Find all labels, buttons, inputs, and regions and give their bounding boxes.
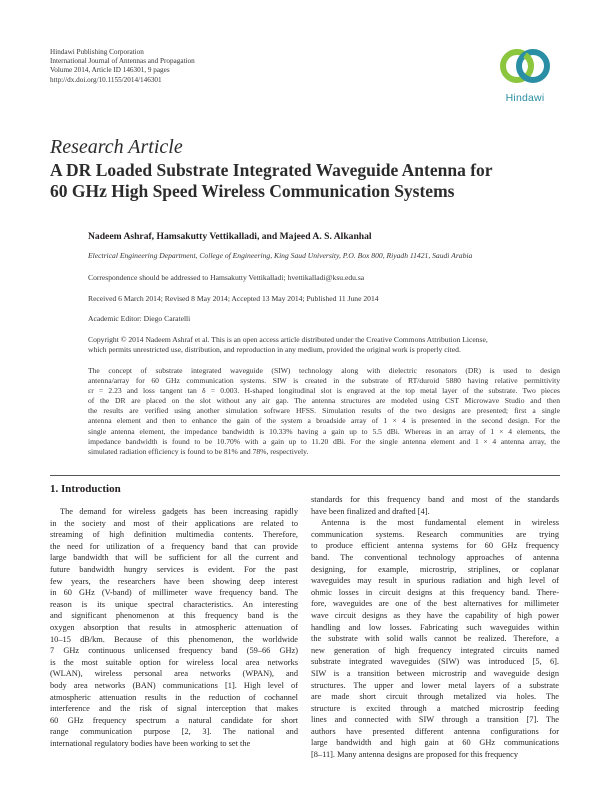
article-type: Research Article [50, 136, 183, 158]
body-text-line: reason is its unique spectral characteristics. An interesting [50, 599, 298, 609]
affiliation-text: Electrical Engineering Department, College of Engineering, King Saud University, P.O. Box 800, Riyadh 11421, Saudi Arabia [88, 251, 473, 260]
correspondence [88, 273, 560, 283]
body-text-line: handling and low losses. Fabricating such waveguides within [311, 622, 559, 632]
body-text-line: band. The conventional technology approaches of antenna [311, 552, 559, 562]
body-text-line: are made short circuit through metalized via holes. The [311, 692, 559, 702]
title-line: A DR Loaded Substrate Integrated Waveguide Antenna for [50, 160, 493, 180]
body-text-line: lines and connected with SIW through a transition [7]. The [311, 715, 559, 725]
academic-editor [88, 314, 560, 324]
abstract-line: the results are verified using another simulation software HFSS. Simulation results of the two designs are presented; first a single [88, 406, 560, 416]
author-list: Nadeem Ashraf, Hamsakutty Vettikalladi, and Majeed A. S. Alkanhal [88, 231, 372, 242]
body-text-line: is the most suitable option for wireless local area networks [50, 657, 298, 667]
abstract-line: single antenna element, the impedance bandwidth is 10.33% having a gain up to 5.5 dBi. Whereas in an array of 1 × 4 elements, the [88, 426, 560, 436]
abstract-line: simulated radiation efficiency is found to be 81% and 78%, respectively. [88, 446, 309, 456]
body-text-line: large bandwidth that will be sufficient for all the current and [50, 553, 298, 563]
abstract-line: εr = 2.23 and loss tangent tan δ = 0.003. H-shaped longitudinal slot is engraved at the top metal layer of the substrate. Two pieces [88, 386, 560, 396]
abstract-line: The concept of substrate integrated waveguide (SIW) technology along with dielectric resonators (DR) is used to design [88, 366, 560, 375]
body-text-line: oxygen absorption that results in atmospheric attenuation of [50, 622, 298, 632]
body-text-line: 7 GHz continuous unlicensed frequency band (59–66 GHz) [50, 646, 298, 656]
title-line: 60 GHz High Speed Wireless Communication Systems [50, 181, 455, 201]
body-text-line: communication systems. Research communities are trying [311, 529, 559, 539]
abstract-line: impedance bandwidth is found to be 10.70% with a gain up to 11.20 dBi. For the single antenna element and 1 × 4 antenna array, the [88, 436, 560, 446]
body-text-line: structure is excited through a matched microstrip feeding [311, 703, 559, 713]
body-text-line: future bandwidth hungry services is evident. For the past [50, 564, 298, 574]
body-text-line: standards for this frequency band and most of the standards [311, 495, 559, 504]
hindawi-logo-icon [494, 42, 556, 92]
body-text-line: large bandwidth and high gain at 60 GHz communications [311, 738, 559, 748]
hindawi-logo [494, 42, 556, 106]
body-text-line: waveguides may result in spurious radiation and high level of [311, 576, 559, 586]
body-text-line: substrate integrated waveguides (SIW) was introduced [5, 6]. [311, 657, 559, 667]
dates-text: Received 6 March 2014; Revised 8 May 2014; Accepted 13 May 2014; Published 11 June 2014 [88, 294, 379, 303]
abstract-line: antenna element and then to enhance the gain of the system a broadside array of 1 × 4 is presented in the second design. For the [88, 416, 560, 426]
body-text-line: and significant phenomenon at this frequency band is the [50, 611, 298, 621]
body-text-line: to produce efficient antenna systems for 60 GHz frequency [311, 541, 559, 551]
body-text-line: interference and the risk of signal interception that makes [50, 704, 298, 714]
body-text-line: SIW is a transition between microstrip and waveguide design [311, 668, 559, 678]
body-text-line: structures. The upper and lower metal layers of a substrate [311, 680, 559, 690]
body-text-line: streaming of high definition multimedia contents. Therefore, [50, 530, 298, 540]
editor-text: Academic Editor: Diego Caratelli [88, 314, 191, 323]
doi-link[interactable]: http://dx.doi.org/10.1155/2014/146301 [50, 75, 162, 84]
body-text-line: designing, for example, microstrip, striplines, or coplanar [311, 564, 559, 574]
body-text-line: few years, the researchers have been showing deep interest [50, 576, 298, 586]
body-text-line: atmospheric attenuation results in the reduction of cochannel [50, 692, 298, 702]
body-text-line: body area networks (BAN) communications [1]. High level of [50, 680, 298, 690]
body-text-line: 10–15 dB/km. Because of this phenomenon, the worldwide [50, 634, 298, 644]
body-text-line: the need for utilization of a frequency band that can provide [50, 541, 298, 551]
body-text-line: The demand for wireless gadgets has been increasing rapidly [60, 507, 298, 516]
body-text-line: range communication purpose [2, 3]. The national and [50, 727, 298, 737]
body-text-line: ohmic losses in circuit designs at this frequency band. There- [311, 587, 559, 597]
body-text-line: [8–11]. Many antenna designs are proposed for this frequency [311, 750, 519, 760]
section-heading: 1. Introduction [50, 483, 121, 495]
correspondence-text: Correspondence should be addressed to Hamsakutty Vettikalladi; hvettikalladi@ksu.edu.sa [88, 273, 365, 282]
copyright-line: Copyright © 2014 Nadeem Ashraf et al. This is an open access article distributed under the Creative Commons Attribution License, [88, 335, 488, 344]
body-text-line: Antenna is the most fundamental element in wireless [321, 518, 559, 528]
abstract-line: antenna/array for 60 GHz communication systems. SIW is created in the substrate of RT/duroid 5880 having relative permittivity [88, 376, 560, 386]
body-text-line: in the society and most of their applications are related to [50, 518, 298, 528]
volume-line: Volume 2014, Article ID 146301, 9 pages [50, 66, 170, 75]
journal-name-line: International Journal of Antennas and Propagation [50, 57, 195, 66]
abstract-line: of the DR are placed on the slot without any air gap. The antenna structures are modeled using CST Microwave Studio and then [88, 396, 560, 406]
body-text-line: authors have presented different antenna configurations for [311, 726, 559, 736]
left-column [50, 506, 298, 749]
body-text-line: in 60 GHz (V-band) of millimeter wave frequency band. The [50, 588, 298, 598]
body-text-line: 60 GHz frequency spectrum a natural candidate for short [50, 715, 298, 725]
abstract [88, 366, 560, 457]
article-dates [88, 294, 560, 304]
affiliation [88, 251, 560, 261]
body-text-line: wave circuit designs as they have the capability of high power [311, 610, 559, 620]
hindawi-logo-text: Hindawi [505, 92, 545, 104]
body-text-line: have been finalized and drafted [4]. [311, 506, 430, 516]
publisher-line: Hindawi Publishing Corporation [50, 48, 144, 56]
copyright-notice [88, 335, 560, 355]
body-text-line: international regulatory bodies have been working to set the [50, 738, 251, 748]
right-column [311, 494, 559, 761]
copyright-line: which permits unrestricted use, distribution, and reproduction in any medium, provided the original work is properly cited. [88, 345, 461, 354]
section-divider [50, 475, 560, 476]
journal-masthead [50, 48, 195, 85]
body-text-line: new generation of high frequency integrated circuits named [311, 645, 559, 655]
article-title [50, 160, 560, 202]
body-text-line: (WLAN), wireless personal area networks (WPAN), and [50, 669, 298, 679]
body-text-line: fore, waveguides are one of the best alternatives for millimeter [311, 599, 559, 609]
body-text-line: the substrate with solid walls cannot be realized. Therefore, a [311, 634, 559, 644]
